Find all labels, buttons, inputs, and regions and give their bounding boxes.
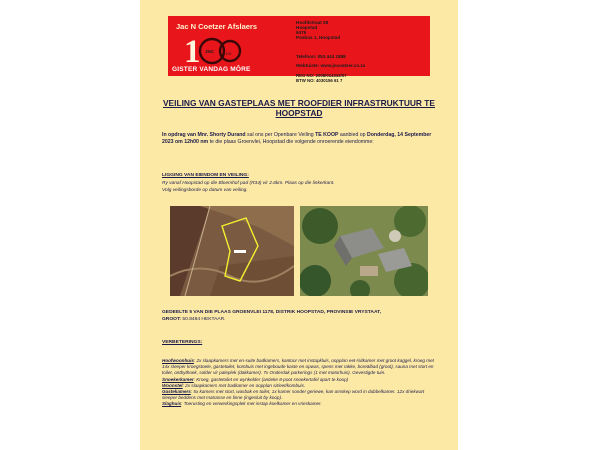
- list-item: Hoofwoonhuis: 2x slaapkamers met en-suite badkamers, kantoor met instapkluis, oopplan eet-/sitkamer met groot kaggel, kroeg met 14x sleeper kroegstoele, gastetoilet, kombuis met ingeboude kaste en opwas, spens met rakke, boreälbad (groot), sauna met stort en toilet, ontbythoek, solder vir paleplek (dakkamer). 7x Onderdak parkerings (1 met motorhuis). Gevestigde tuin.: [162, 358, 434, 376]
- svg-text:100: 100: [225, 52, 232, 56]
- address-block: Hoofdstraat 38 Hoopstad 9479 Posbus 1, Hoopstad: [296, 20, 341, 40]
- list-item: Slaghuis: Toerusting en verwerkingsplek met instap koelkamer en vrieskamer.: [162, 401, 322, 407]
- plot-description: GEDEELTE 5 VAN DIE PLAAS GROENVLEI 1178, DISTRIK HOOPSTAD, PROVINSIE VRYSTAAT, GROOT: 50.8484 HEKTAAR.: [162, 310, 381, 322]
- brand-name: Jac N Coetzer Afslaers: [176, 22, 258, 31]
- tagline: GISTER VANDAG MÔRE: [172, 66, 251, 73]
- location-heading: LIGGING VAN EIENDOM EN VEILING:: [162, 173, 249, 178]
- farmhouse-aerial-photo: [300, 206, 428, 296]
- improvements-list: [162, 358, 438, 408]
- location-directions: Ry vanaf Hoopstad op die Bloemhof pad (R34) vir 2.6km. Plaas op die linkerkant. Volg veilingsborde op datum van veiling.: [162, 181, 335, 193]
- document-title: VEILING VAN GASTEPLAAS MET ROOFDIER INFRASTRUKTUUR TE HOOPSTAD: [162, 98, 436, 118]
- improvements-heading: VERBETERINGS:: [162, 340, 203, 345]
- logo-letters: JNC: [205, 49, 215, 54]
- auction-flyer: [140, 0, 458, 450]
- list-item: Snoekerkamer: Kroeg, gastetoilet en wynkelder (antieke 8-poot snoekertafel apart te koop): [162, 376, 349, 382]
- list-item: Gastekamers: 5x kamers met stort, wasbak en toilet, 1x kamer sonder geriewe, kan omskep word in dubbelkamer. 12x driekwart sleeper beddens met matrasse en linne (ingesluit by koop).: [162, 389, 425, 401]
- header-banner: [168, 16, 430, 83]
- list-item: Woonstel: 2x slaapkamers met badkamer en oopplan sit/eet/kombuis.: [162, 382, 306, 388]
- aerial-map-photo: [170, 206, 294, 296]
- phone-number: Telefoon: 053 444 1888: [296, 54, 346, 59]
- website: Webtuiste: www.jncoetzer.co.za: [296, 63, 366, 68]
- registration-numbers: REG NO: 2008/014332/07 BTW NO: 4030156 61 7: [296, 73, 347, 83]
- intro-paragraph: In opdrag van Mnr. Shorty Durand sal ons per Openbare Veiling TE KOOP aanbied op Donderdag, 14 September 2023 om 12h00 nm te die plaas Groenvlei, Hoopstad die volgende onroerende eiendomme:: [162, 132, 432, 146]
- svg-text:1: 1: [184, 34, 201, 67]
- company-logo: [184, 33, 242, 67]
